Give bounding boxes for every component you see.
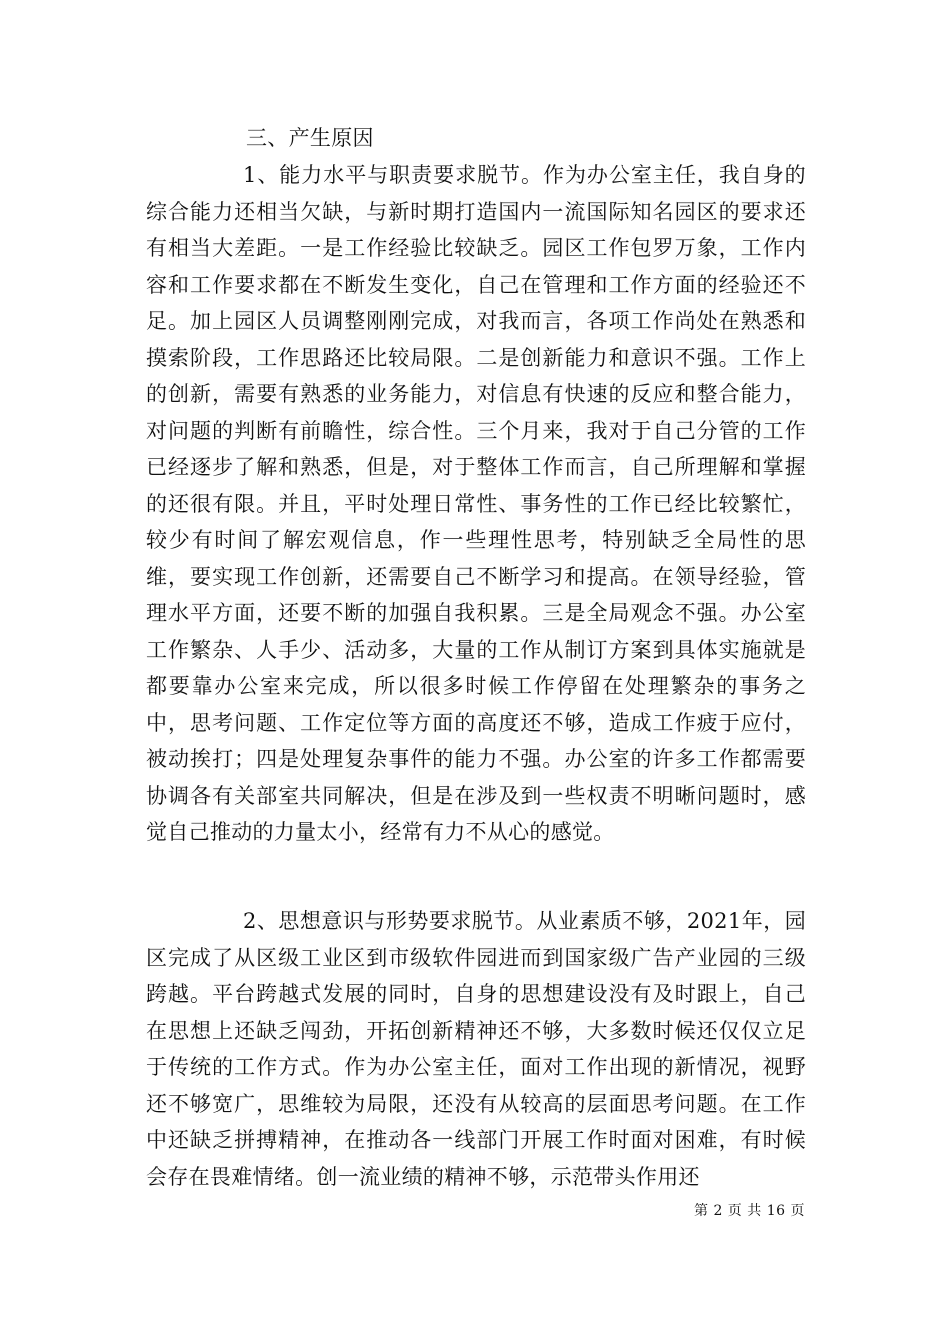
paragraph-1: 1、能力水平与职责要求脱节。作为办公室主任，我自身的综合能力还相当欠缺，与新时期打造国内一流国际知名园区的要求还有相当大差距。一是工作经验比较缺乏。园区工作包罗万象，工作内容和工作要求都在不断发生变化，自己在管理和工作方面的经验还不足。加上园区人员调整刚刚完成，对我而言，各项工作尚处在熟悉和摸索阶段，工作思路还比较局限。二是创新能力和意识不强。工作上的创新，需要有熟悉的业务能力，对信息有快速的反应和整合能力，对问题的判断有前瞻性，综合性。三个月来，我对于自己分管的工作已经逐步了解和熟悉，但是，对于整体工作而言，自己所理解和掌握的还很有限。并且，平时处理日常性、事务性的工作已经比较繁忙，较少有时间了解宏观信息，作一些理性思考，特别缺乏全局性的思维，要实现工作创新，还需要自己不断学习和提高。在领导经验，管理水平方面，还要不断的加强自我积累。三是全局观念不强。办公室工作繁杂、人手少、活动多，大量的工作从制订方案到具体实施就是都要靠办公室来完成，所以很多时候工作停留在处理繁杂的事务之中，思考问题、工作定位等方面的高度还不够，造成工作疲于应付，被动挨打；四是处理复杂事件的能力不强。办公室的许多工作都需要协调各有关部室共同解决，但是在涉及到一些权责不明晰问题时，感觉自己推动的力量太小，经常有力不从心的感觉。 xyxy=(146,163,806,844)
paragraph-2: 2、思想意识与形势要求脱节。从业素质不够，2021年，园区完成了从区级工业区到市级软件园进而到国家级广告产业园的三级跨越。平台跨越式发展的同时，自身的思想建设没有及时跟上，自己在思想上还缺乏闯劲，开拓创新精神还不够，大多数时候还仅仅立足于传统的工作方式。作为办公室主任，面对工作出现的新情况，视野还不够宽广，思维较为局限，还没有从较高的层面思考问题。在工作中还缺乏拼搏精神，在推动各一线部门开展工作时面对困难，有时候会存在畏难情绪。创一流业绩的精神不够，示范带头作用还 xyxy=(146,909,806,1189)
section-heading: 三、产生原因 xyxy=(246,126,374,150)
page-number-footer: 第 2 页 共 16 页 xyxy=(694,1203,805,1219)
